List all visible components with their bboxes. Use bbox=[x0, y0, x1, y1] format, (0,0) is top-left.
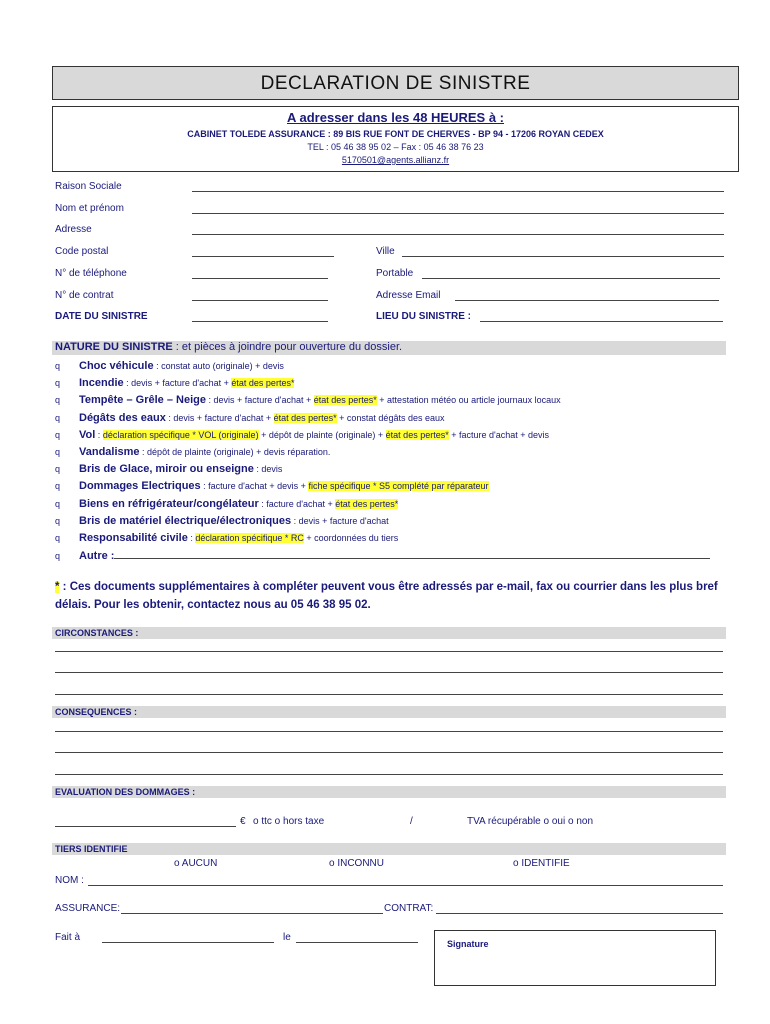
checkbox-icon[interactable]: q bbox=[55, 395, 61, 406]
nature-item[interactable] bbox=[55, 412, 444, 424]
field-adresse[interactable] bbox=[192, 234, 724, 235]
field-code-postal[interactable] bbox=[192, 256, 334, 257]
checkbox-icon[interactable]: q bbox=[55, 464, 61, 475]
nature-item-name: Choc véhicule bbox=[79, 360, 154, 372]
nature-item-detail: + constat dégâts des eaux bbox=[336, 412, 445, 423]
checkbox-icon[interactable]: q bbox=[55, 551, 61, 562]
label-adresse: Adresse bbox=[55, 224, 92, 235]
field-contrat[interactable] bbox=[192, 300, 328, 301]
nature-item-highlight: état des pertes* bbox=[231, 378, 295, 389]
consequences-line-1[interactable] bbox=[55, 731, 723, 732]
signature-box[interactable] bbox=[434, 930, 716, 986]
nature-item-name: Dégâts des eaux bbox=[79, 411, 166, 424]
email-link[interactable]: 5170501@agents.allianz.fr bbox=[341, 155, 450, 165]
field-tiers-contrat[interactable] bbox=[436, 913, 723, 914]
checkbox-icon[interactable]: q bbox=[55, 533, 61, 543]
nature-item[interactable] bbox=[55, 532, 398, 544]
circonstances-bar bbox=[52, 627, 726, 639]
label-contrat: N° de contrat bbox=[55, 290, 114, 301]
nature-item-highlight: déclaration spécifique * RC bbox=[195, 533, 304, 543]
evaluation-label: EVALUATION DES DOMMAGES : bbox=[55, 787, 196, 797]
nature-item[interactable] bbox=[55, 429, 549, 441]
nature-item-highlight: état des pertes* bbox=[385, 429, 449, 440]
circonstances-line-3[interactable] bbox=[55, 694, 723, 695]
label-raison-sociale: Raison Sociale bbox=[55, 181, 122, 192]
nature-item[interactable] bbox=[55, 463, 282, 475]
tax-options[interactable]: o ttc o hors taxe bbox=[253, 816, 325, 827]
label-le: le bbox=[283, 932, 291, 943]
address-heading: A adresser dans les 48 HEURES à : bbox=[286, 110, 504, 125]
nature-item[interactable] bbox=[55, 515, 389, 527]
label-tiers-contrat: CONTRAT: bbox=[384, 903, 434, 914]
label-nom-prenom: Nom et prénom bbox=[55, 203, 124, 214]
checkbox-icon[interactable]: q bbox=[55, 412, 61, 423]
nature-item-detail: : constat auto (originale) + devis bbox=[153, 361, 284, 371]
tva-options[interactable]: TVA récupérable o oui o non bbox=[467, 816, 594, 827]
nature-item-name: Incendie bbox=[79, 377, 124, 390]
nature-item[interactable] bbox=[55, 446, 330, 458]
checkbox-icon[interactable]: q bbox=[55, 481, 61, 492]
nature-item-detail: : devis + facture d'achat + bbox=[165, 412, 274, 423]
nature-item-detail: + facture d'achat + devis bbox=[448, 429, 549, 440]
consequences-bar bbox=[52, 706, 726, 718]
nature-item-detail: : facture d'achat + bbox=[258, 498, 336, 509]
nature-item-name: Autre : bbox=[79, 550, 115, 563]
circonstances-line-1[interactable] bbox=[55, 651, 723, 652]
checkbox-icon[interactable]: q bbox=[55, 378, 61, 389]
label-adresse-email: Adresse Email bbox=[376, 290, 441, 301]
tiers-option-aucun[interactable]: o AUCUN bbox=[174, 858, 218, 869]
checkbox-icon[interactable]: q bbox=[55, 447, 61, 457]
circonstances-label: CIRCONSTANCES : bbox=[55, 628, 139, 638]
checkbox-icon[interactable]: q bbox=[55, 498, 61, 509]
label-lieu-sinistre: LIEU DU SINISTRE : bbox=[376, 311, 472, 322]
nature-item-highlight: fiche spécifique * S5 complété par réparateur bbox=[308, 481, 489, 492]
field-autre[interactable] bbox=[114, 549, 710, 559]
label-telephone: N° de téléphone bbox=[55, 268, 127, 279]
label-date-sinistre: DATE DU SINISTRE bbox=[55, 311, 148, 322]
checkbox-icon[interactable]: q bbox=[55, 361, 61, 371]
label-code-postal: Code postal bbox=[55, 246, 109, 257]
tiers-option-inconnu[interactable]: o INCONNU bbox=[329, 858, 385, 869]
label-portable: Portable bbox=[376, 268, 414, 279]
note-body: : Ces documents supplémentaires à compléter peuvent vous être adressés par e-mail, fax ou courrier dans les plus bref délais. Pour les obtenir, contactez nous au 05 46 38 95 02. bbox=[55, 581, 718, 611]
nature-heading bbox=[55, 341, 402, 353]
consequences-label: CONSEQUENCES : bbox=[55, 707, 138, 717]
field-telephone[interactable] bbox=[192, 278, 328, 279]
nature-item-name: Biens en réfrigérateur/congélateur bbox=[79, 497, 259, 510]
address-box bbox=[52, 106, 739, 172]
nature-item-highlight: état des pertes* bbox=[273, 412, 337, 423]
nature-item-detail: : facture d'achat + devis + bbox=[200, 481, 309, 492]
field-tiers-nom[interactable] bbox=[88, 885, 723, 886]
nature-item-highlight: état des pertes* bbox=[313, 395, 377, 406]
nature-item-name: Vol bbox=[79, 428, 96, 441]
tiers-bar bbox=[52, 843, 726, 855]
field-ville[interactable] bbox=[402, 256, 724, 257]
phone-line: TEL : 05 46 38 95 02 – Fax : 05 46 38 76 23 bbox=[307, 142, 484, 152]
label-ville: Ville bbox=[376, 246, 395, 257]
nature-item[interactable] bbox=[55, 394, 561, 406]
tiers-label: TIERS IDENTIFIE bbox=[55, 844, 128, 854]
form-title: DECLARATION DE SINISTRE bbox=[52, 66, 739, 100]
nature-item-name: Bris de Glace, miroir ou enseigne bbox=[79, 463, 254, 476]
field-date[interactable] bbox=[296, 942, 418, 943]
field-portable[interactable] bbox=[422, 278, 720, 279]
field-date-sinistre[interactable] bbox=[192, 321, 328, 322]
field-nom-prenom[interactable] bbox=[192, 213, 724, 214]
nature-item-name: Vandalisme bbox=[79, 446, 140, 458]
nature-item-detail: : devis + facture d'achat bbox=[291, 515, 389, 526]
nature-item-detail: : bbox=[187, 533, 196, 543]
separator-slash: / bbox=[410, 816, 413, 827]
nature-item-detail: : devis + facture d'achat + bbox=[123, 378, 232, 389]
nature-item-detail: + attestation météo ou article journaux locaux bbox=[376, 395, 561, 406]
nature-item-detail: + dépôt de plainte (originale) + bbox=[258, 429, 386, 440]
field-lieu-sinistre[interactable] bbox=[480, 321, 723, 322]
field-tiers-assurance[interactable] bbox=[121, 913, 383, 914]
checkbox-icon[interactable]: q bbox=[55, 515, 61, 526]
nature-heading-title: NATURE DU SINISTRE bbox=[55, 341, 173, 353]
signature-label: Signature bbox=[447, 939, 489, 949]
note-star: * bbox=[55, 581, 60, 593]
label-fait-a: Fait à bbox=[55, 932, 81, 943]
nature-item-detail: : devis + facture d'achat + bbox=[205, 395, 314, 406]
field-adresse-email[interactable] bbox=[455, 300, 719, 301]
evaluation-amount-field[interactable] bbox=[55, 826, 236, 827]
nature-item-name: Bris de matériel électrique/électroniques bbox=[79, 514, 292, 527]
currency-symbol: € bbox=[240, 816, 246, 827]
circonstances-line-2[interactable] bbox=[55, 672, 723, 673]
consequences-line-2[interactable] bbox=[55, 752, 723, 753]
nature-item-name: Dommages Electriques bbox=[79, 480, 201, 493]
label-tiers-nom: NOM : bbox=[55, 875, 84, 886]
consequences-line-3[interactable] bbox=[55, 774, 723, 775]
nature-item[interactable] bbox=[55, 480, 489, 492]
nature-item-highlight: déclaration spécifique * VOL (originale) bbox=[102, 429, 259, 440]
nature-item-name: Responsabilité civile bbox=[79, 532, 188, 544]
nature-item-detail: + coordonnées du tiers bbox=[303, 533, 399, 543]
nature-heading-rest: : et pièces à joindre pour ouverture du dossier. bbox=[172, 341, 403, 353]
note-text bbox=[55, 578, 735, 614]
label-tiers-assurance: ASSURANCE: bbox=[55, 903, 121, 914]
address-line: CABINET TOLEDE ASSURANCE : 89 BIS RUE FONT DE CHERVES - BP 94 - 17206 ROYAN CEDEX bbox=[187, 129, 604, 139]
nature-item[interactable] bbox=[55, 360, 284, 372]
field-fait-a[interactable] bbox=[102, 942, 274, 943]
nature-item-highlight: état des pertes* bbox=[335, 498, 399, 509]
field-raison-sociale[interactable] bbox=[192, 191, 724, 192]
nature-item[interactable] bbox=[55, 377, 294, 389]
nature-item-detail: : devis bbox=[253, 464, 283, 475]
tiers-option-identifie[interactable]: o IDENTIFIE bbox=[513, 858, 570, 869]
checkbox-icon[interactable]: q bbox=[55, 429, 61, 440]
nature-item-detail: : bbox=[95, 429, 103, 440]
nature-item-name: Tempête – Grêle – Neige bbox=[79, 394, 206, 407]
nature-item-detail: : dépôt de plainte (originale) + devis réparation. bbox=[139, 447, 331, 457]
nature-item[interactable] bbox=[55, 549, 710, 562]
nature-item[interactable] bbox=[55, 498, 398, 510]
